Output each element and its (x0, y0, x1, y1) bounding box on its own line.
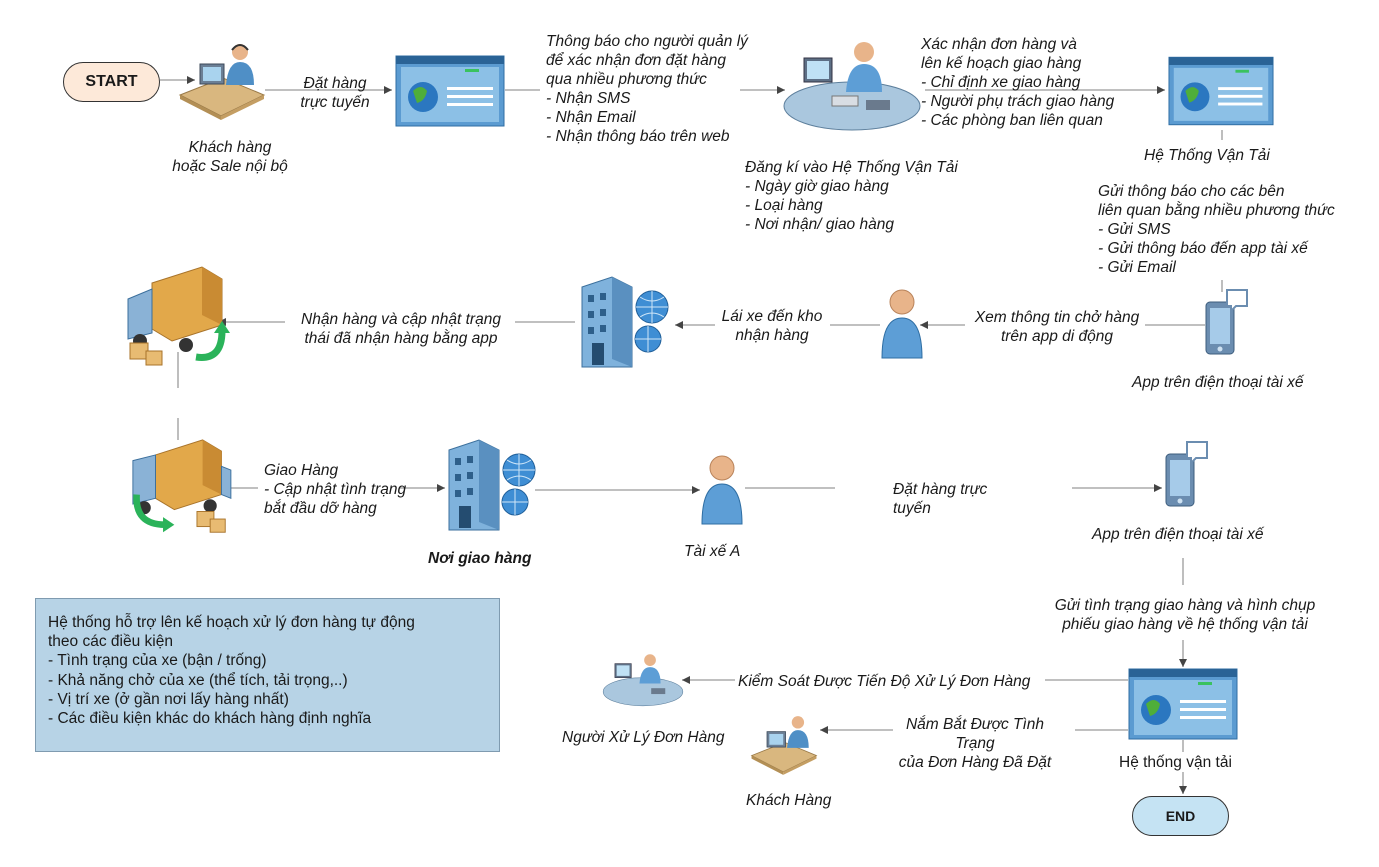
delivery-place-building-icon (445, 438, 543, 534)
order-online-2-label: Đặt hàng trực tuyến (893, 481, 988, 517)
transport-system-top-label: Hệ Thống Vận Tải (1144, 147, 1270, 164)
driver-app-label-2: App trên điện thoại tài xế (1092, 526, 1264, 543)
send-notify-label: Gửi thông báo cho các bên liên quan bằng nhiều phương thức - Gửi SMS - Gửi thông báo đến app tài xế - Gửi Email (1098, 183, 1335, 276)
note-line: theo các điều kiện (48, 633, 173, 651)
grasp-status-label: Nắm Bắt Được Tình Trạng của Đơn Hàng Đã Đặt (898, 716, 1052, 771)
transport-system-bottom-screen-icon (1128, 668, 1238, 740)
driver-app-label-1: App trên điện thoại tài xế (1132, 374, 1304, 391)
view-info-label: Xem thông tin chở hàng trên app di động (974, 309, 1140, 345)
delivery-place-label: Nơi giao hàng (428, 550, 532, 567)
customer-operator-icon (750, 712, 818, 776)
confirm-order-label: Xác nhận đơn hàng và lên kế hoạch giao hàng - Chỉ định xe giao hàng - Người phụ trách giao hàng - Các phòng ban liên quan (921, 36, 1115, 129)
end-label: END (1165, 808, 1196, 824)
delivery-truck-icon (122, 265, 234, 369)
delivery-truck-unload-icon (126, 438, 234, 536)
receive-goods-label: Nhận hàng và cập nhật trạng thái đã nhận hàng bằng app (301, 311, 501, 347)
customer-bottom-label: Khách Hàng (746, 792, 832, 809)
drive-to-warehouse-label: Lái xe đến kho nhận hàng (721, 308, 823, 344)
driver-person-icon (700, 454, 744, 526)
end-terminal (1132, 796, 1229, 836)
auto-planning-note (35, 598, 500, 752)
start-label: START (85, 73, 138, 90)
transport-system-bottom-label: Hệ thống vận tải (1119, 754, 1232, 771)
note-line: Hệ thống hỗ trợ lên kế hoạch xử lý đơn hàng tự động (48, 614, 415, 631)
order-handler-label: Người Xử Lý Đơn Hàng (562, 729, 725, 746)
order-handler-icon (602, 648, 684, 712)
note-line: - Vị trí xe (ở gần nơi lấy hàng nhất) (48, 690, 289, 708)
driver-a-label: Tài xế A (684, 543, 741, 560)
customer-label: Khách hàng hoặc Sale nội bộ (172, 139, 288, 175)
register-system-label: Đăng kí vào Hệ Thống Vận Tải - Ngày giờ giao hàng - Loại hàng - Nơi nhận/ giao hàng (745, 159, 958, 233)
send-status-label: Gửi tình trạng giao hàng và hình chụp phiếu giao hàng về hệ thống vận tải (1054, 597, 1316, 633)
mobile-phone-chat-icon (1203, 288, 1249, 356)
operator-desk-icon (178, 40, 266, 120)
transport-system-screen-icon (1168, 55, 1274, 127)
note-line: - Tình trạng của xe (bận / trống) (48, 652, 267, 670)
driver-phone-icon (1163, 440, 1209, 508)
note-line: - Khả năng chở của xe (thể tích, tải trọng,..) (48, 671, 348, 689)
order-online-label: Đặt hàng trực tuyến (300, 75, 370, 111)
control-progress-label: Kiểm Soát Được Tiến Độ Xử Lý Đơn Hàng (738, 673, 1031, 690)
office-building-globe-icon (578, 275, 676, 371)
person-icon (880, 288, 924, 360)
start-terminal (63, 62, 160, 102)
note-line: - Các điều kiện khác do khách hàng định nghĩa (48, 710, 372, 728)
web-screen-icon (395, 55, 505, 127)
notify-manager-label: Thông báo cho người quản lý để xác nhận đơn đặt hàng qua nhiều phương thức - Nhận SMS - Nhận Email - Nhận thông báo trên web (546, 33, 748, 145)
delivery-label: Giao Hàng - Cập nhật tình trạng bắt đầu dỡ hàng (264, 462, 407, 517)
manager-operator-icon (782, 40, 922, 132)
